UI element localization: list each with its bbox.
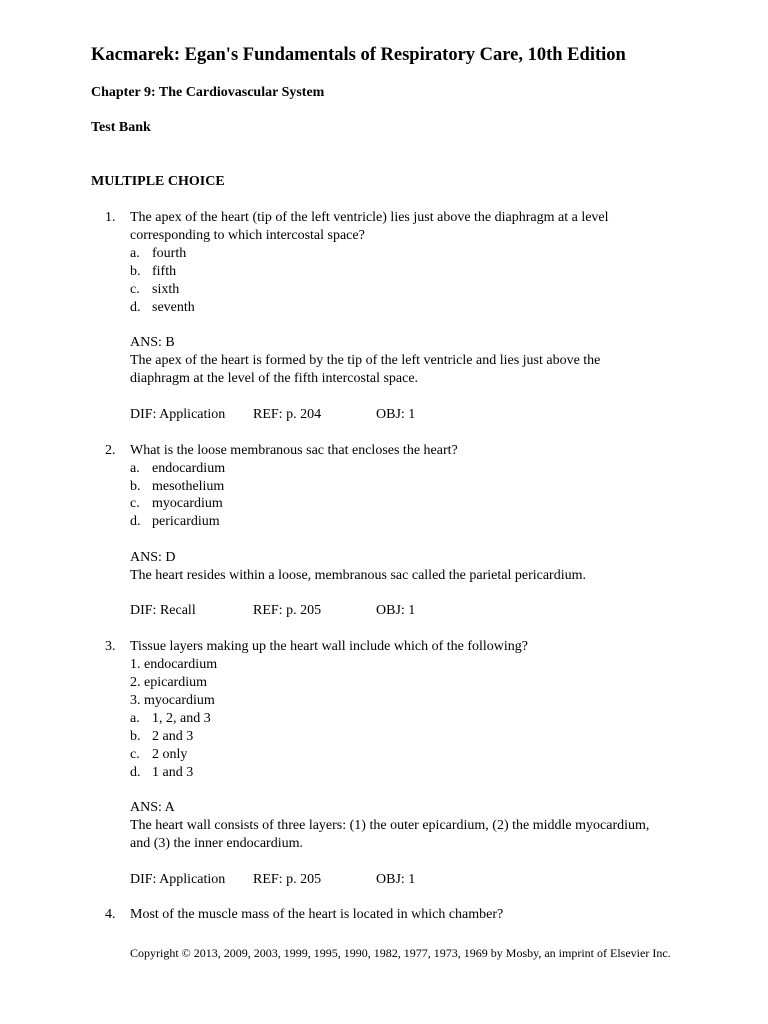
option-letter: a. (130, 461, 140, 476)
rationale-line: The apex of the heart is formed by the tip of the left ventricle and lies just above the (130, 353, 601, 368)
difficulty-label: DIF: Application (130, 872, 226, 887)
objective-label: OBJ: 1 (376, 872, 416, 887)
option-letter: b. (130, 264, 141, 279)
question-number: 1. (105, 210, 116, 225)
reference-label: REF: p. 204 (253, 407, 322, 422)
difficulty-label: DIF: Application (130, 407, 226, 422)
question-number: 3. (105, 639, 116, 654)
question-stem-line: Most of the muscle mass of the heart is located in which chamber? (130, 907, 504, 922)
reference-label: REF: p. 205 (253, 603, 322, 618)
document-title: Kacmarek: Egan's Fundamentals of Respiratory Care, 10th Edition (91, 45, 626, 65)
option-text: seventh (152, 300, 195, 315)
chapter-heading: Chapter 9: The Cardiovascular System (91, 85, 325, 100)
question-number: 4. (105, 907, 116, 922)
numbered-item: 2. epicardium (130, 675, 207, 690)
question-stem-line: The apex of the heart (tip of the left ventricle) lies just above the diaphragm at a level (130, 210, 609, 225)
objective-label: OBJ: 1 (376, 407, 416, 422)
section-heading: MULTIPLE CHOICE (91, 174, 225, 189)
numbered-item: 3. myocardium (130, 693, 215, 708)
option-letter: b. (130, 729, 141, 744)
rationale-line: and (3) the inner endocardium. (130, 836, 303, 851)
rationale-line: diaphragm at the level of the fifth intercostal space. (130, 371, 419, 386)
option-text: 2 only (152, 747, 188, 762)
option-letter: c. (130, 282, 140, 297)
option-text: 1, 2, and 3 (152, 711, 211, 726)
answer-key: ANS: B (130, 335, 175, 350)
option-letter: b. (130, 479, 141, 494)
question-stem-line: corresponding to which intercostal space? (130, 228, 365, 243)
option-text: myocardium (152, 496, 223, 511)
option-text: 1 and 3 (152, 765, 194, 780)
option-letter: c. (130, 747, 140, 762)
option-letter: a. (130, 246, 140, 261)
copyright-footer: Copyright © 2013, 2009, 2003, 1999, 1995, 1990, 1982, 1977, 1973, 1969 by Mosby, an imprint of Elsevier Inc. (130, 946, 671, 960)
rationale-line: The heart resides within a loose, membranous sac called the parietal pericardium. (130, 568, 586, 583)
rationale-line: The heart wall consists of three layers: (1) the outer epicardium, (2) the middle myocardium, (130, 818, 650, 833)
option-letter: d. (130, 765, 141, 780)
option-text: endocardium (152, 461, 226, 476)
option-text: mesothelium (152, 479, 225, 494)
objective-label: OBJ: 1 (376, 603, 416, 618)
question-stem-line: What is the loose membranous sac that encloses the heart? (130, 443, 458, 458)
option-letter: d. (130, 300, 141, 315)
option-letter: c. (130, 496, 140, 511)
reference-label: REF: p. 205 (253, 872, 322, 887)
option-text: pericardium (152, 514, 220, 529)
difficulty-label: DIF: Recall (130, 603, 196, 618)
answer-key: ANS: D (130, 550, 176, 565)
option-text: sixth (152, 282, 180, 297)
option-text: fifth (152, 264, 177, 279)
option-letter: a. (130, 711, 140, 726)
numbered-item: 1. endocardium (130, 657, 218, 672)
question-stem-line: Tissue layers making up the heart wall include which of the following? (130, 639, 529, 654)
option-text: 2 and 3 (152, 729, 194, 744)
option-text: fourth (152, 246, 187, 261)
subtitle-test-bank: Test Bank (91, 120, 151, 135)
question-number: 2. (105, 443, 116, 458)
answer-key: ANS: A (130, 800, 175, 815)
option-letter: d. (130, 514, 141, 529)
